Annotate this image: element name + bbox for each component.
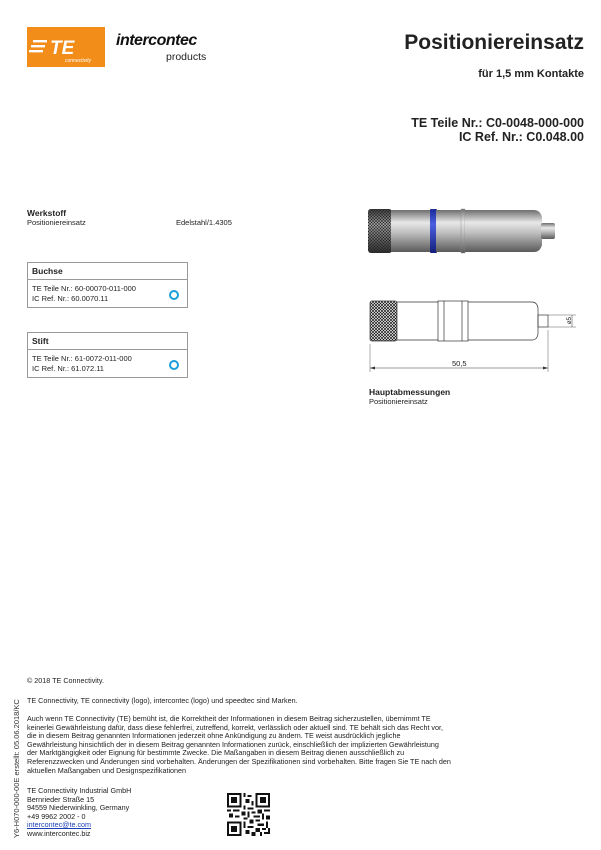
buchse-ic-ref: IC Ref. Nr.: 60.0070.11 bbox=[32, 293, 109, 303]
email-link[interactable]: intercontec@te.com bbox=[27, 820, 92, 830]
technical-drawing bbox=[364, 296, 584, 376]
intercontec-logo bbox=[116, 33, 226, 73]
material-heading: Werkstoff bbox=[27, 208, 67, 218]
intercontec-logo-text: intercontec bbox=[116, 32, 197, 49]
disclaimer bbox=[27, 715, 507, 775]
buchse-box bbox=[27, 262, 188, 308]
stift-ring-icon bbox=[169, 360, 179, 370]
buchse-ring-icon bbox=[169, 290, 179, 300]
address-block bbox=[27, 787, 131, 839]
part-numbers bbox=[411, 116, 584, 144]
disclaimer-line: Auch wenn TE Connectivity (TE) bemüht ist, die Korrektheit der Informationen in diesem Beitrag sicherzustellen, übernimmt TE bbox=[27, 714, 431, 723]
disclaimer-line: keinerlei Gewährleistung dafür, dass diese fehlerfrei, zutreffend, korrekt, verlässlich oder aktuell sind. TE behält sich das Recht vor, bbox=[27, 722, 444, 732]
dimension-length: 50,5 bbox=[452, 359, 467, 368]
website: www.intercontec.biz bbox=[27, 828, 91, 838]
te-part-number: TE Teile Nr.: C0-0048-000-000 bbox=[411, 116, 584, 130]
material-value: Edelstahl/1.4305 bbox=[176, 218, 232, 227]
disclaimer-line: aktuellen Maßangaben und Designspezifikationen bbox=[27, 765, 187, 775]
company-name: TE Connectivity Industrial GmbH bbox=[27, 786, 132, 795]
stift-te-part: TE Teile Nr.: 61-0072-011-000 bbox=[32, 354, 132, 363]
copyright: © 2018 TE Connectivity. bbox=[27, 676, 104, 685]
phone: +49 9962 2002 - 0 bbox=[27, 811, 86, 821]
document-id-vertical: Y6-H070-000-00E erstellt: 05.06.2018/KC bbox=[12, 699, 21, 838]
disclaimer-line: Gewährleistung hinsichtlich der in diesem Beitrag genannten Informationen zurück, einschließlich der implizierten Gewährleistung bbox=[27, 739, 439, 749]
stift-ic-ref: IC Ref. Nr.: 61.072.11 bbox=[32, 363, 104, 373]
qr-code-icon bbox=[227, 793, 270, 836]
te-connectivity-logo bbox=[27, 27, 105, 67]
stift-box bbox=[27, 332, 188, 378]
page-subtitle: für 1,5 mm Kontakte bbox=[478, 68, 584, 80]
page-title: Positioniereinsatz bbox=[404, 31, 584, 54]
intercontec-logo-sub: products bbox=[166, 51, 207, 63]
dimension-diameter: ø5 bbox=[567, 316, 573, 324]
buchse-te-part: TE Teile Nr.: 60-00070-011-000 bbox=[32, 284, 136, 293]
trademarks: TE Connectivity, TE connectivity (logo), intercontec (logo) und speedtec sind Marken. bbox=[27, 696, 298, 705]
material-name: Positioniereinsatz bbox=[27, 218, 86, 227]
street: Bernrieder Straße 15 bbox=[27, 794, 95, 804]
buchse-heading: Buchse bbox=[28, 263, 187, 280]
product-photo bbox=[364, 203, 564, 263]
stift-heading: Stift bbox=[28, 333, 187, 350]
dimensions-heading: Hauptabmessungen bbox=[369, 387, 451, 397]
stift-body bbox=[28, 350, 187, 377]
te-logo-sub: connectivity bbox=[65, 58, 92, 64]
dimensions-name: Positioniereinsatz bbox=[369, 397, 428, 406]
te-logo-text: TE bbox=[50, 38, 75, 59]
ic-ref-number: IC Ref. Nr.: C0.048.00 bbox=[458, 130, 584, 144]
buchse-body bbox=[28, 280, 187, 307]
city: 94559 Niederwinkling, Germany bbox=[27, 803, 130, 813]
disclaimer-line: der Marktgängigkeit oder Eignung für bestimmte Zwecke. Die Maßangaben in diesem Beitrag dienen ausschließlich zu bbox=[27, 748, 405, 758]
disclaimer-line: die in diesem Beitrag genannten Informationen jederzeit ohne Ankündigung zu ändern. TE weist ausdrücklich jegliche bbox=[27, 731, 401, 741]
disclaimer-line: Referenzzwecken und Änderungen sind vorbehalten. Änderungen der Spezifikationen sind vorbehalten. Bitte fragen Sie TE nach den bbox=[27, 756, 451, 766]
